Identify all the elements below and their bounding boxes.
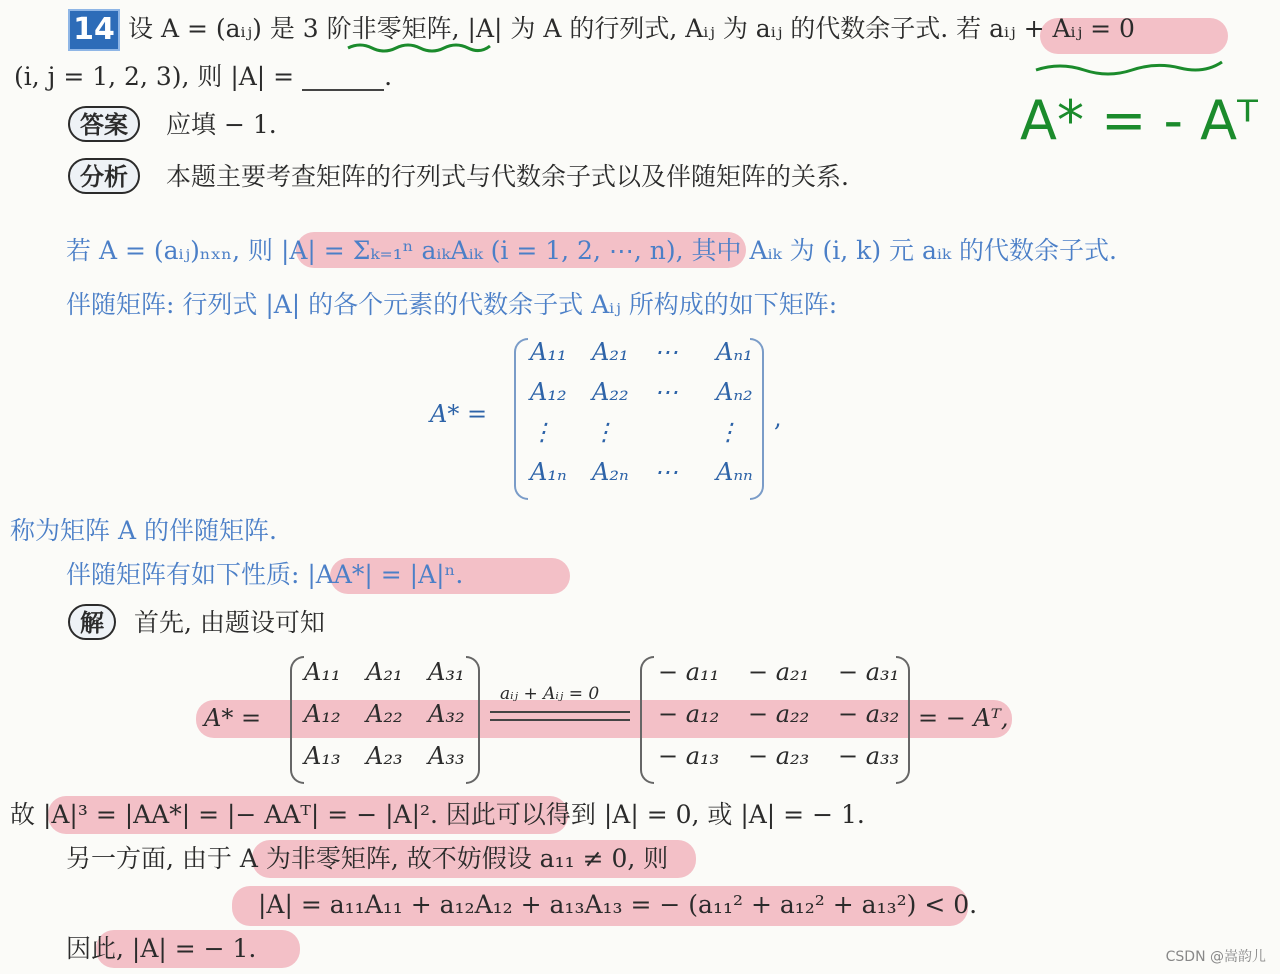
adjoint-lhs: A* = [430, 400, 488, 428]
matrix-cell: − a₁₂ [658, 700, 720, 728]
matrix-cell: A₁₁ [530, 338, 567, 366]
matrix-cell: − a₂₁ [748, 658, 810, 686]
matrix-2-left-bracket [640, 656, 654, 784]
matrix-1-right-bracket [466, 656, 480, 784]
equiv-bar-bottom [490, 719, 630, 721]
matrix-cell: A₂₁ [366, 658, 403, 686]
matrix-cell: ⋮ [530, 418, 554, 446]
final-line: 因此, |A| = − 1. [66, 934, 257, 963]
other-line: 另一方面, 由于 A 为非零矩阵, 故不妨假设 a₁₁ ≠ 0, 则 [66, 844, 669, 873]
gu-line: 故 |A|³ = |AA*| = |− AAᵀ| = − |A|². 因此可以得到 |A| = 0, 或 |A| = − 1. [10, 800, 865, 829]
matrix-cell: ⋮ [592, 418, 616, 446]
solution-intro: 首先, 由题设可知 [134, 608, 325, 637]
solution-matrix-2 [640, 656, 910, 782]
solution-rhs: = − Aᵀ, [918, 704, 1009, 732]
matrix-cell: A₃₃ [428, 742, 465, 770]
analysis-badge: 分析 [68, 158, 140, 194]
problem-line-2: (i, j = 1, 2, 3), 则 |A| = . [14, 62, 393, 91]
solution-badge: 解 [68, 604, 116, 640]
adjoint-called: 称为矩阵 A 的伴随矩阵. [10, 516, 277, 545]
matrix-cell: − a₃₂ [838, 700, 900, 728]
matrix-cell: A₂₁ [592, 338, 629, 366]
matrix-cell: − a₃₁ [838, 658, 900, 686]
matrix-cell: A₃₂ [428, 700, 465, 728]
matrix-cell: A₁₃ [304, 742, 341, 770]
solution-lhs: A* = [204, 704, 262, 732]
adjoint-definition: 伴随矩阵: 行列式 |A| 的各个元素的代数余子式 Aᵢⱼ 所构成的如下矩阵: [66, 290, 838, 319]
expand-line: |A| = a₁₁A₁₁ + a₁₂A₁₂ + a₁₃A₁₃ = − (a₁₁² + a₁₂² + a₁₃²) < 0. [258, 890, 978, 919]
matrix-cell: Aₙ₁ [716, 338, 753, 366]
adjoint-matrix [514, 338, 764, 498]
problem-number: 14 [68, 9, 120, 51]
matrix-cell: A₁ₙ [530, 458, 567, 486]
adjoint-comma: , [774, 404, 782, 432]
matrix-cell: A₂₂ [592, 378, 629, 406]
matrix-cell: A₁₁ [304, 658, 341, 686]
equiv-bar-top [490, 711, 630, 713]
condition-label: aᵢⱼ + Aᵢⱼ = 0 [500, 684, 600, 704]
matrix-cell: A₂ₙ [592, 458, 629, 486]
answer-badge: 答案 [68, 106, 140, 142]
analysis-text: 本题主要考查矩阵的行列式与代数余子式以及伴随矩阵的关系. [166, 162, 849, 191]
watermark: CSDN @嵩韵儿 [1165, 949, 1266, 965]
matrix-cell: − a₁₁ [658, 658, 720, 686]
matrix-cell: − a₃₃ [838, 742, 900, 770]
matrix-cell: A₁₂ [530, 378, 567, 406]
adjoint-property: 伴随矩阵有如下性质: |AA*| = |A|ⁿ. [66, 560, 464, 589]
matrix-cell: A₂₂ [366, 700, 403, 728]
matrix-cell: A₂₃ [366, 742, 403, 770]
matrix-cell: ⋯ [654, 338, 678, 366]
matrix-cell: − a₂₂ [748, 700, 810, 728]
matrix-cell: ⋯ [654, 458, 678, 486]
matrix-cell: ⋯ [654, 378, 678, 406]
expansion-formula: 若 A = (aᵢⱼ)ₙₓₙ, 则 |A| = Σₖ₌₁ⁿ aᵢₖAᵢₖ (i = 1, 2, ⋯, n), 其中 Aᵢₖ 为 (i, k) 元 aᵢₖ 的代数余子式. [66, 236, 1117, 265]
matrix-cell: ⋮ [716, 418, 740, 446]
matrix-1-left-bracket [290, 656, 304, 784]
matrix-cell: Aₙₙ [716, 458, 753, 486]
answer-text: 应填 − 1. [166, 110, 277, 139]
problem-line-1: 设 A = (aᵢⱼ) 是 3 阶非零矩阵, |A| 为 A 的行列式, Aᵢⱼ 为 aᵢⱼ 的代数余子式. 若 aᵢⱼ + Aᵢⱼ = 0 [128, 14, 1135, 43]
matrix-cell: Aₙ₂ [716, 378, 753, 406]
matrix-cell: − a₁₃ [658, 742, 720, 770]
solution-matrix-1 [290, 656, 480, 782]
matrix-cell: A₁₂ [304, 700, 341, 728]
problem-line-2-text: (i, j = 1, 2, 3), 则 |A| = [14, 62, 303, 91]
handwritten-note: A* = - Aᵀ [1020, 89, 1258, 152]
adjoint-matrix-left-bracket [514, 338, 528, 500]
matrix-cell: − a₂₃ [748, 742, 810, 770]
matrix-cell: A₃₁ [428, 658, 465, 686]
